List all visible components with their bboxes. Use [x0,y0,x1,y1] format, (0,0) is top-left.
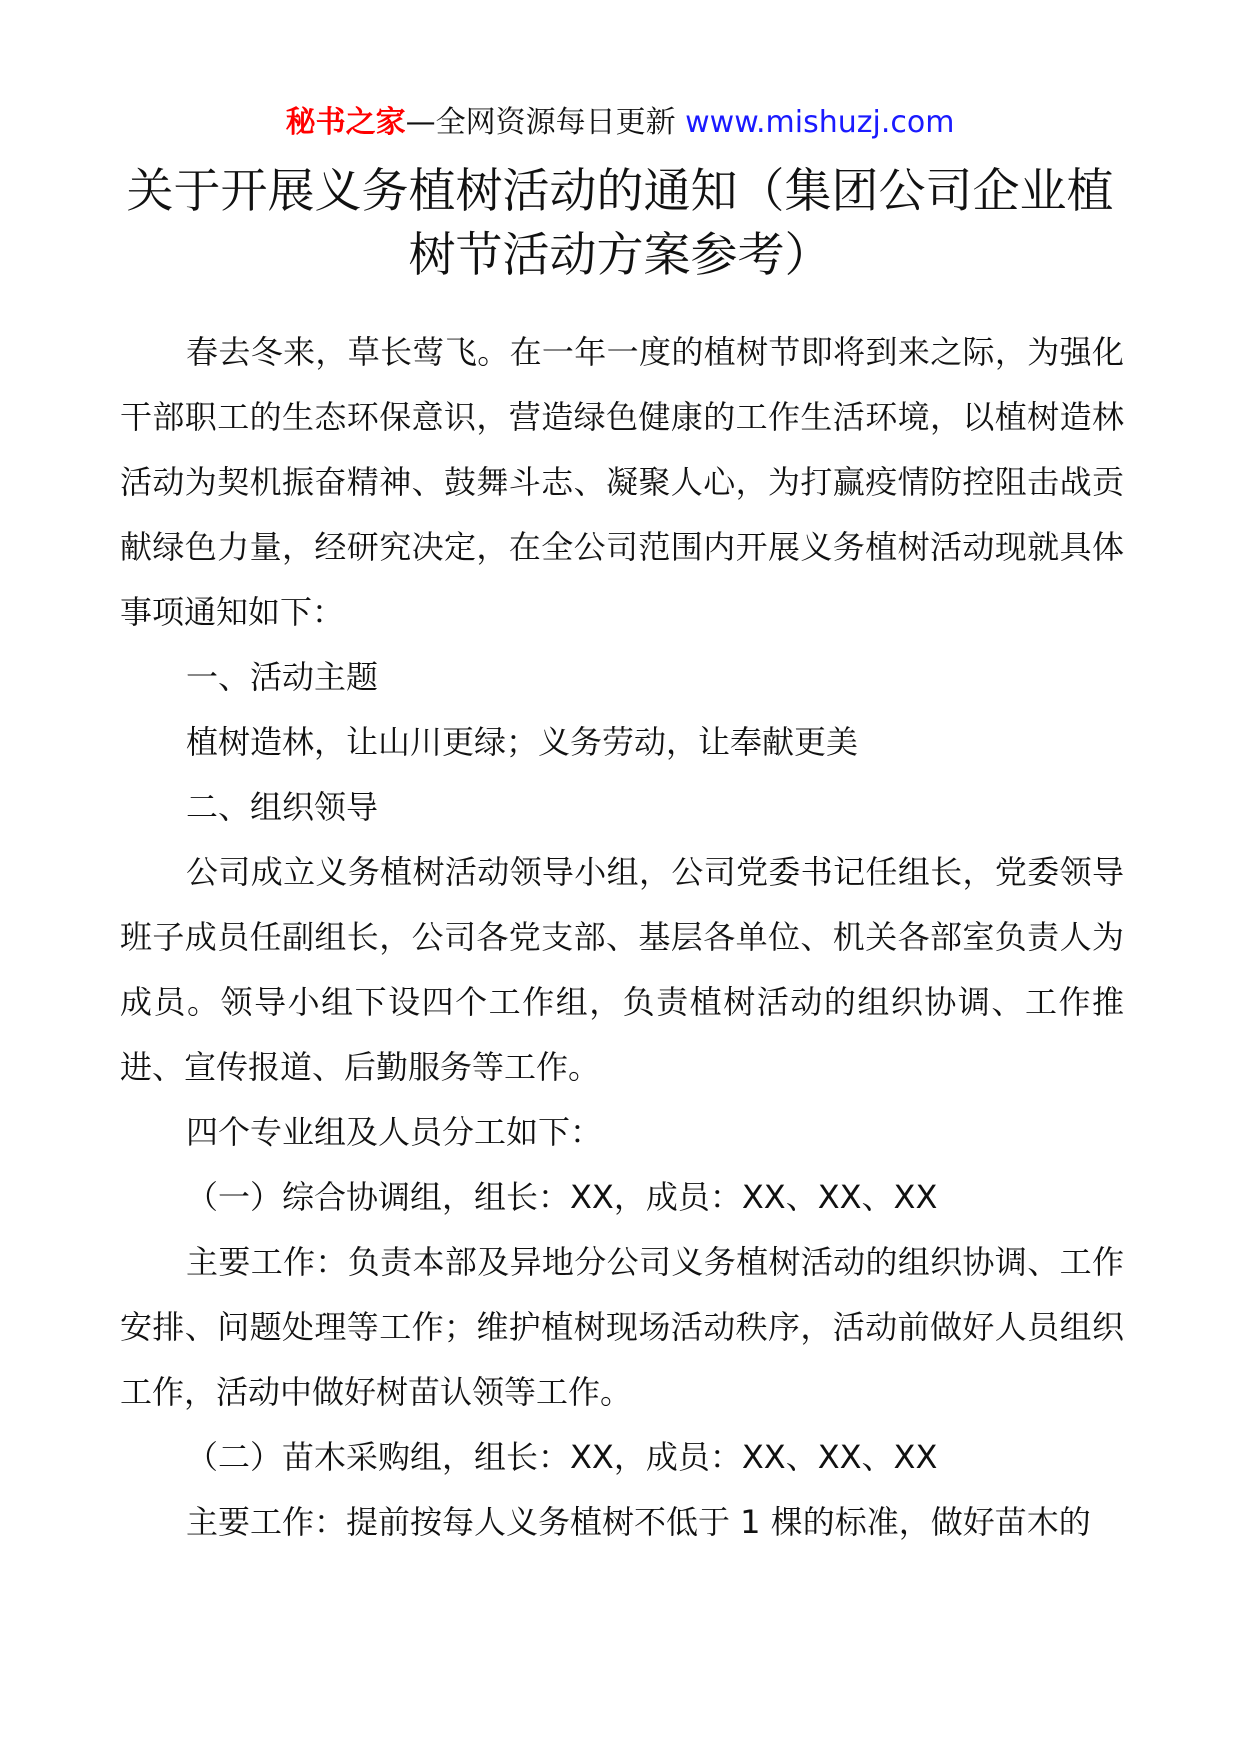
document-title: 关于开展义务植树活动的通知（集团公司企业植树节活动方案参考） [126,164,1114,283]
leadership-paragraph: 公司成立义务植树活动领导小组，公司党委书记任组长，党委领导班子成员任副组长，公司各党支部、基层各单位、机关各部室负责人为成员。领导小组下设四个工作组，负责植树活动的组织协调、工作推进、宣传报道、后勤服务等工作。 [120,853,1124,1086]
group-2-duties: 主要工作：提前按每人义务植树不低于 1 棵的标准，做好苗木的 [186,1503,1091,1541]
theme-paragraph: 植树造林，让山川更绿；义务劳动，让奉献更美 [186,723,859,761]
site-brand: 秘书之家 [285,105,406,140]
intro-paragraph: 春去冬来，草长莺飞。在一年一度的植树节即将到来之际，为强化干部职工的生态环保意识，营造绿色健康的工作生活环境，以植树造林活动为契机振奋精神、鼓舞斗志、凝聚人心，为打赢疫情防控阻击战贡献绿色力量，经研究决定，在全公司范围内开展义务植树活动现就具体事项通知如下： [120,333,1124,631]
site-url: www.mishuzj.com [685,105,955,140]
group-1-heading: （一）综合协调组，组长：XX，成员：XX、XX、XX [186,1178,938,1216]
section-heading-leadership: 二、组织领导 [186,788,379,826]
group-1-duties: 主要工作：负责本部及异地分公司义务植树活动的组织协调、工作安排、问题处理等工作；维护植树现场活动秩序，活动前做好人员组织工作，活动中做好树苗认领等工作。 [120,1243,1124,1411]
site-tagline: —全网资源每日更新 [405,105,686,140]
section-heading-theme: 一、活动主题 [186,658,379,696]
document-body [120,320,1124,1555]
group-2-heading: （二）苗木采购组，组长：XX，成员：XX、XX、XX [186,1438,938,1476]
site-header [0,103,1240,143]
groups-intro-paragraph: 四个专业组及人员分工如下： [186,1113,603,1151]
